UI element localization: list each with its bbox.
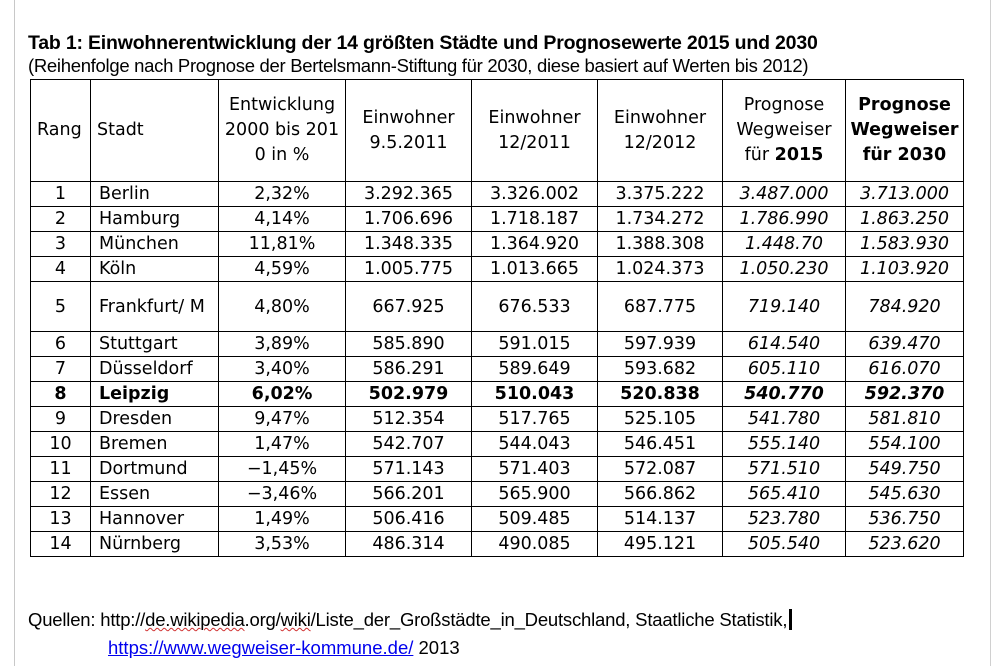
einwohner-2012-12-cell: 687.775 — [598, 282, 723, 332]
entwicklung-cell: 3,40% — [219, 357, 346, 382]
prognose-2030-cell: 3.713.000 — [846, 182, 964, 207]
table-row — [31, 457, 964, 482]
prognose-2030-cell: 523.620 — [846, 532, 964, 557]
prognose-2030-cell: 784.920 — [846, 282, 964, 332]
page-margin-left — [14, 0, 15, 666]
einwohner-2011-12-cell: 571.403 — [472, 457, 598, 482]
table-row — [31, 482, 964, 507]
prognose-2015-cell: 3.487.000 — [723, 182, 846, 207]
einwohner-2011-05-cell: 1.005.775 — [346, 257, 472, 282]
city-cell: Hannover — [91, 507, 219, 532]
einwohner-2012-12-cell: 572.087 — [598, 457, 723, 482]
einwohner-2012-12-cell: 546.451 — [598, 432, 723, 457]
table-row — [31, 357, 964, 382]
city-cell: Nürnberg — [91, 532, 219, 557]
city-cell: Dresden — [91, 407, 219, 432]
prognose-2030-cell: 554.100 — [846, 432, 964, 457]
header-prognose-2015 — [723, 80, 846, 182]
sources-spellcheck-b: wiki — [280, 609, 311, 630]
einwohner-2011-05-cell: 1.348.335 — [346, 232, 472, 257]
einwohner-2011-12-cell: 589.649 — [472, 357, 598, 382]
einwohner-2011-05-cell: 585.890 — [346, 332, 472, 357]
header-prognose-2015-year: 2015 — [774, 145, 824, 165]
rang-cell: 7 — [31, 357, 91, 382]
entwicklung-cell: −1,45% — [219, 457, 346, 482]
entwicklung-cell: 4,80% — [219, 282, 346, 332]
einwohner-2012-12-cell: 514.137 — [598, 507, 723, 532]
rang-cell: 3 — [31, 232, 91, 257]
einwohner-2012-12-cell: 1.024.373 — [598, 257, 723, 282]
prognose-2015-cell: 1.786.990 — [723, 207, 846, 232]
entwicklung-cell: 2,32% — [219, 182, 346, 207]
prognose-2015-cell: 523.780 — [723, 507, 846, 532]
entwicklung-cell: 3,53% — [219, 532, 346, 557]
prognose-2030-cell: 592.370 — [846, 382, 964, 407]
page-margin-right — [990, 0, 991, 666]
einwohner-2012-12-cell: 3.375.222 — [598, 182, 723, 207]
prognose-2030-cell: 549.750 — [846, 457, 964, 482]
einwohner-2011-12-cell: 1.718.187 — [472, 207, 598, 232]
header-entwicklung: Entwicklung 2000 bis 2010 in % — [219, 80, 346, 182]
rang-cell: 11 — [31, 457, 91, 482]
sources-prefix: Quellen: http:// — [28, 609, 146, 630]
rang-cell: 8 — [31, 382, 91, 407]
einwohner-2012-12-cell: 520.838 — [598, 382, 723, 407]
sources-spellcheck-a: de.wikipedia — [145, 609, 245, 630]
rang-cell: 12 — [31, 482, 91, 507]
prognose-2015-cell: 555.140 — [723, 432, 846, 457]
rang-cell: 2 — [31, 207, 91, 232]
prognose-2030-cell: 1.583.930 — [846, 232, 964, 257]
entwicklung-cell: −3,46% — [219, 482, 346, 507]
einwohner-2011-05-cell: 486.314 — [346, 532, 472, 557]
prognose-2015-cell: 605.110 — [723, 357, 846, 382]
city-cell: Dortmund — [91, 457, 219, 482]
city-cell: Stuttgart — [91, 332, 219, 357]
header-prognose-2030: Prognose Wegweiser für 2030 — [846, 80, 964, 182]
entwicklung-cell: 4,59% — [219, 257, 346, 282]
city-cell: Hamburg — [91, 207, 219, 232]
table-row — [31, 182, 964, 207]
entwicklung-cell: 1,49% — [219, 507, 346, 532]
rang-cell: 5 — [31, 282, 91, 332]
prognose-2015-cell: 571.510 — [723, 457, 846, 482]
sources-rest: /Liste_der_Großstädte_in_Deutschland, Staatliche Statistik, — [310, 609, 788, 630]
city-cell: Leipzig — [91, 382, 219, 407]
sources-mid: .org/ — [244, 609, 281, 630]
einwohner-2011-05-cell: 502.979 — [346, 382, 472, 407]
entwicklung-cell: 11,81% — [219, 232, 346, 257]
rang-cell: 6 — [31, 332, 91, 357]
table-row — [31, 382, 964, 407]
city-cell: München — [91, 232, 219, 257]
city-cell: Köln — [91, 257, 219, 282]
einwohner-2011-05-cell: 667.925 — [346, 282, 472, 332]
einwohner-2012-12-cell: 1.734.272 — [598, 207, 723, 232]
prognose-2015-cell: 1.050.230 — [723, 257, 846, 282]
einwohner-2011-05-cell: 571.143 — [346, 457, 472, 482]
header-einwohner-2011-12: Einwohner 12/2011 — [472, 80, 598, 182]
city-cell: Düsseldorf — [91, 357, 219, 382]
rang-cell: 10 — [31, 432, 91, 457]
table-row — [31, 282, 964, 332]
table-row — [31, 232, 964, 257]
einwohner-2011-12-cell: 490.085 — [472, 532, 598, 557]
prognose-2015-cell: 540.770 — [723, 382, 846, 407]
prognose-2030-cell: 581.810 — [846, 407, 964, 432]
einwohner-2011-12-cell: 3.326.002 — [472, 182, 598, 207]
sources-line — [28, 609, 792, 631]
header-einwohner-2011-05: Einwohner 9.5.2011 — [346, 80, 472, 182]
prognose-2015-cell: 541.780 — [723, 407, 846, 432]
city-cell: Bremen — [91, 432, 219, 457]
einwohner-2011-05-cell: 586.291 — [346, 357, 472, 382]
sources-line-2 — [108, 637, 460, 659]
table-row — [31, 532, 964, 557]
wegweiser-link[interactable]: https://www.wegweiser-kommune.de/ — [108, 637, 414, 658]
header-einwohner-2012-12: Einwohner 12/2012 — [598, 80, 723, 182]
prognose-2015-cell: 719.140 — [723, 282, 846, 332]
city-cell: Berlin — [91, 182, 219, 207]
prognose-2015-cell: 1.448.70 — [723, 232, 846, 257]
einwohner-2011-12-cell: 591.015 — [472, 332, 598, 357]
einwohner-2011-05-cell: 566.201 — [346, 482, 472, 507]
einwohner-2012-12-cell: 597.939 — [598, 332, 723, 357]
einwohner-2012-12-cell: 1.388.308 — [598, 232, 723, 257]
einwohner-2011-05-cell: 1.706.696 — [346, 207, 472, 232]
table-row — [31, 432, 964, 457]
einwohner-2012-12-cell: 566.862 — [598, 482, 723, 507]
table-subtitle: (Reihenfolge nach Prognose der Bertelsmann-Stiftung für 2030, diese basiert auf Werten bis 2012) — [28, 55, 809, 76]
rang-cell: 9 — [31, 407, 91, 432]
einwohner-2011-12-cell: 676.533 — [472, 282, 598, 332]
entwicklung-cell: 1,47% — [219, 432, 346, 457]
einwohner-2011-12-cell: 1.013.665 — [472, 257, 598, 282]
header-stadt: Stadt — [91, 80, 219, 182]
einwohner-2012-12-cell: 593.682 — [598, 357, 723, 382]
einwohner-2011-05-cell: 512.354 — [346, 407, 472, 432]
einwohner-2011-12-cell: 510.043 — [472, 382, 598, 407]
einwohner-2011-05-cell: 542.707 — [346, 432, 472, 457]
prognose-2015-cell: 614.540 — [723, 332, 846, 357]
prognose-2030-cell: 536.750 — [846, 507, 964, 532]
prognose-2030-cell: 639.470 — [846, 332, 964, 357]
city-cell: Frankfurt/ M — [91, 282, 219, 332]
rang-cell: 13 — [31, 507, 91, 532]
text-cursor — [789, 609, 792, 630]
einwohner-2011-12-cell: 517.765 — [472, 407, 598, 432]
prognose-2030-cell: 545.630 — [846, 482, 964, 507]
entwicklung-cell: 9,47% — [219, 407, 346, 432]
rang-cell: 1 — [31, 182, 91, 207]
table-row — [31, 332, 964, 357]
table-row — [31, 257, 964, 282]
einwohner-2011-12-cell: 565.900 — [472, 482, 598, 507]
prognose-2030-cell: 1.863.250 — [846, 207, 964, 232]
einwohner-2012-12-cell: 525.105 — [598, 407, 723, 432]
table-row — [31, 207, 964, 232]
einwohner-2011-05-cell: 506.416 — [346, 507, 472, 532]
einwohner-2011-12-cell: 1.364.920 — [472, 232, 598, 257]
einwohner-2012-12-cell: 495.121 — [598, 532, 723, 557]
einwohner-2011-05-cell: 3.292.365 — [346, 182, 472, 207]
prognose-2030-cell: 1.103.920 — [846, 257, 964, 282]
sources-year: 2013 — [418, 637, 460, 658]
population-table — [30, 79, 964, 557]
city-cell: Essen — [91, 482, 219, 507]
entwicklung-cell: 3,89% — [219, 332, 346, 357]
table-title: Tab 1: Einwohnerentwicklung der 14 größten Städte und Prognosewerte 2015 und 2030 — [28, 32, 818, 54]
table-row — [31, 407, 964, 432]
einwohner-2011-12-cell: 509.485 — [472, 507, 598, 532]
table-row — [31, 507, 964, 532]
entwicklung-cell: 6,02% — [219, 382, 346, 407]
rang-cell: 14 — [31, 532, 91, 557]
prognose-2015-cell: 565.410 — [723, 482, 846, 507]
prognose-2015-cell: 505.540 — [723, 532, 846, 557]
header-prognose-2015-label: Prognose Wegweiser für — [736, 95, 832, 165]
header-rang: Rang — [31, 80, 91, 182]
einwohner-2011-12-cell: 544.043 — [472, 432, 598, 457]
rang-cell: 4 — [31, 257, 91, 282]
prognose-2030-cell: 616.070 — [846, 357, 964, 382]
entwicklung-cell: 4,14% — [219, 207, 346, 232]
table-body — [31, 182, 964, 557]
